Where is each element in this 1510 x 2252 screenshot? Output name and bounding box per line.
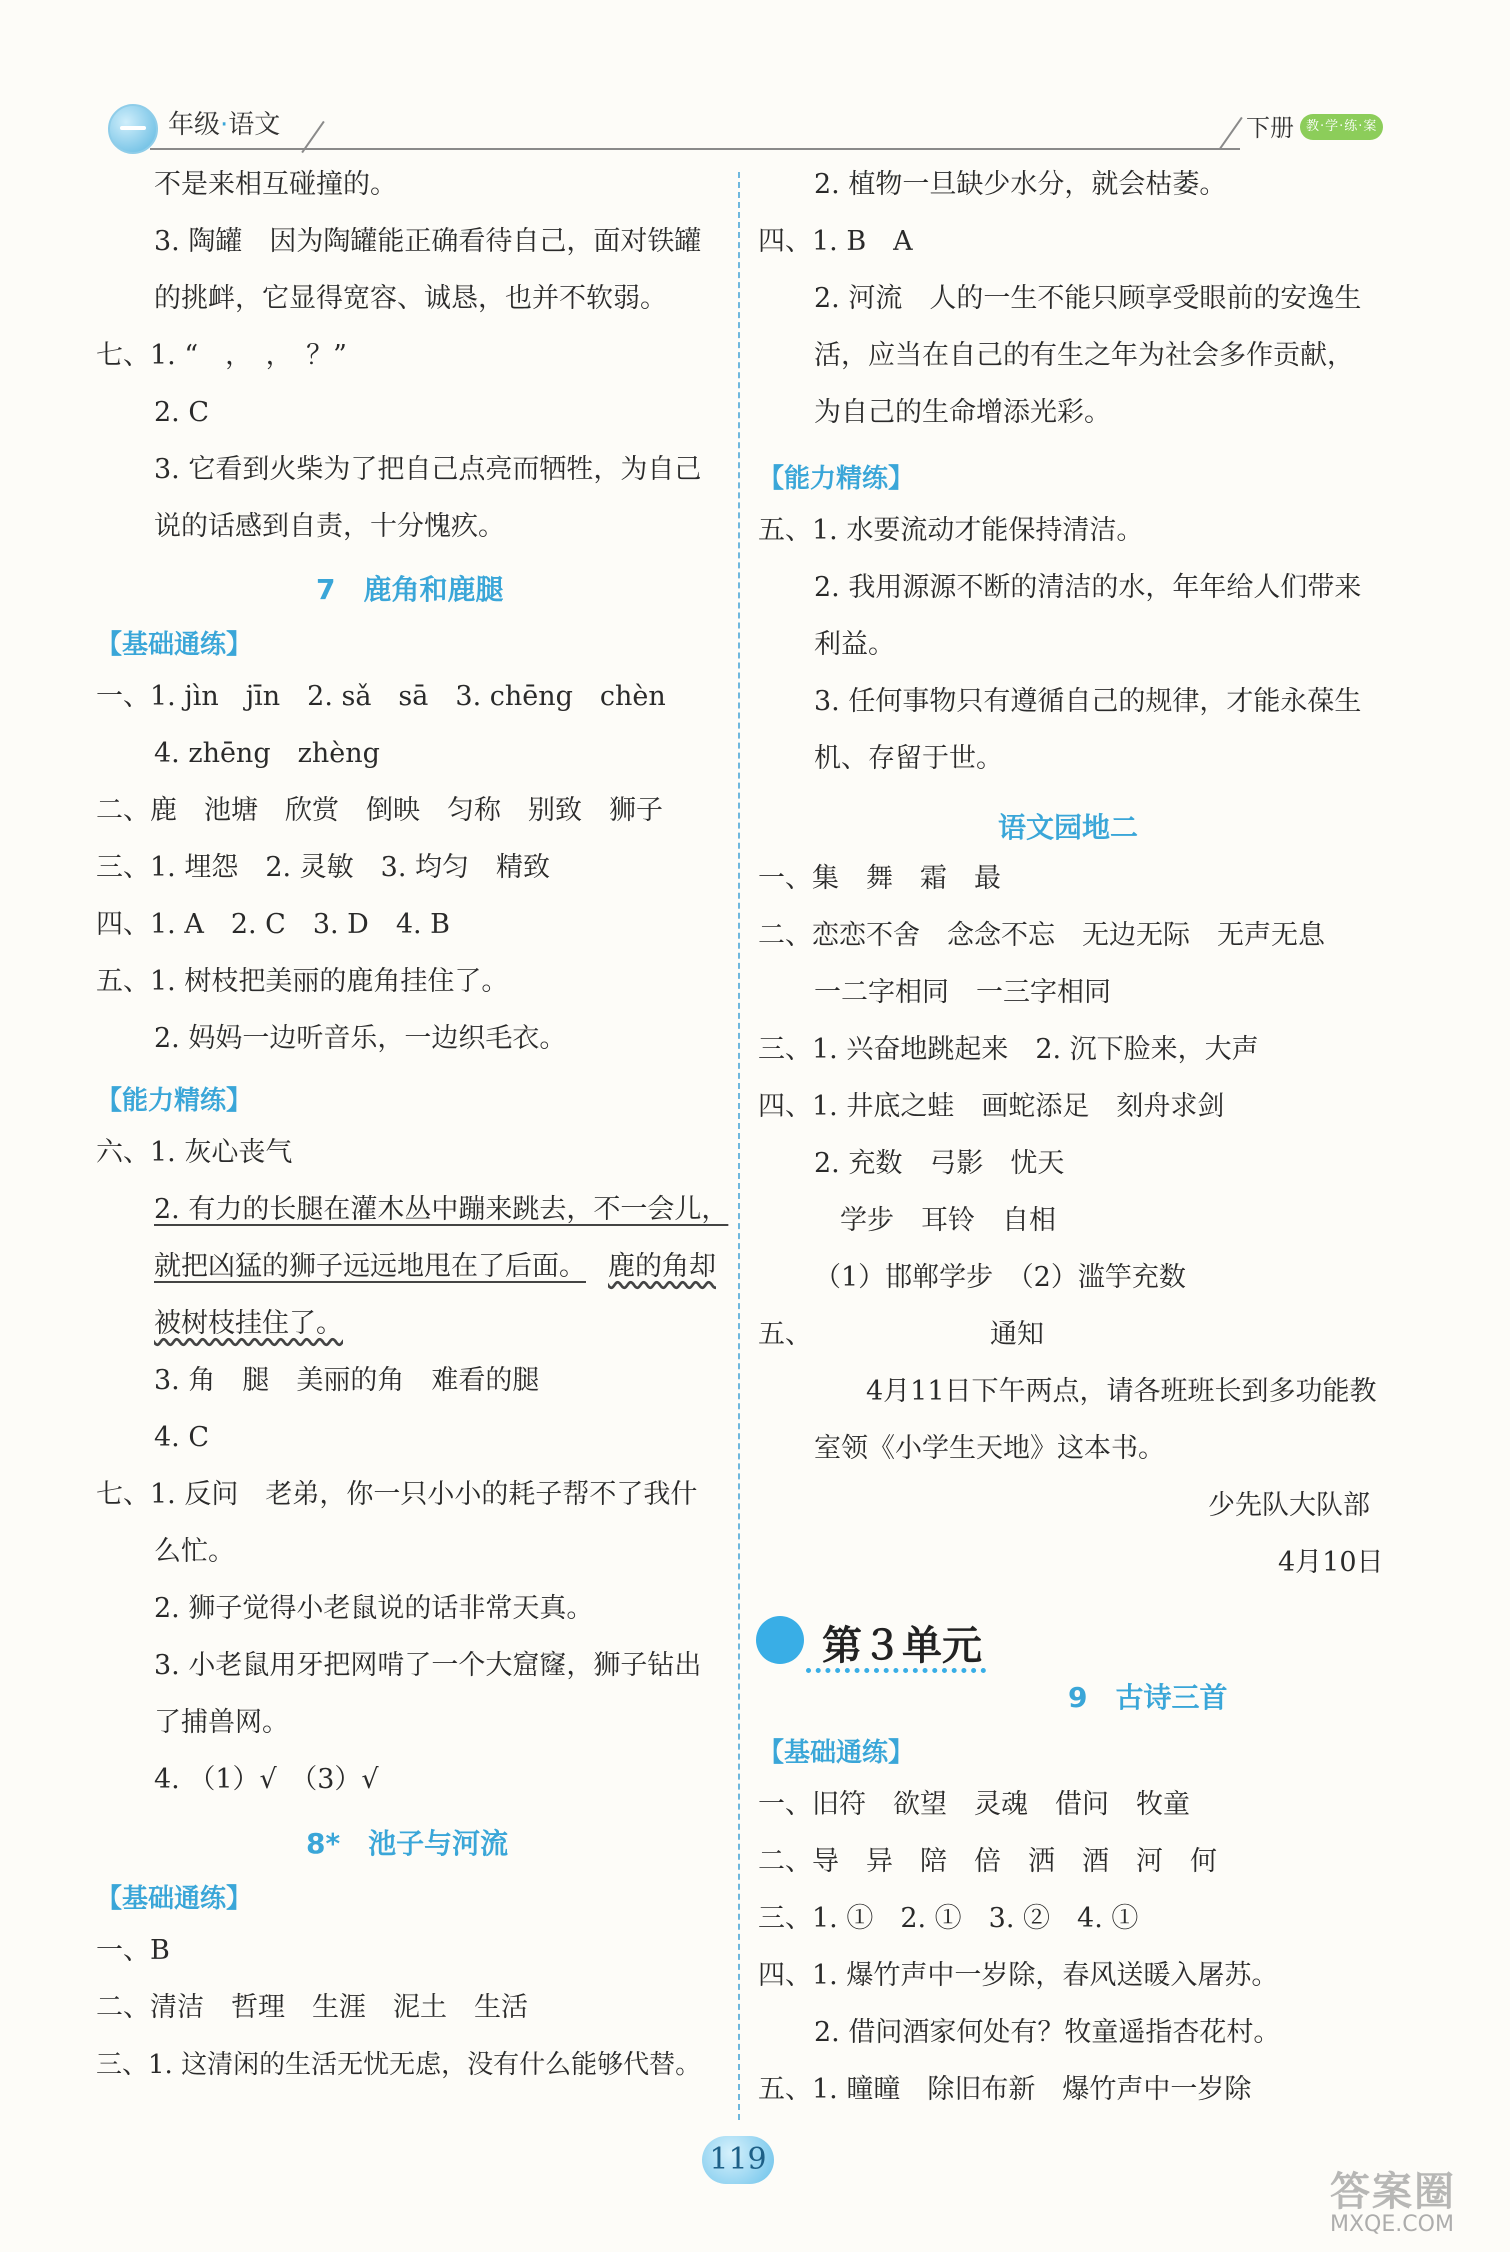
- answer-line: 四、1. 爆竹声中一岁除，春风送暖入屠苏。: [758, 1960, 1279, 1991]
- answer-line: 二、清洁 哲理 生涯 泥土 生活: [96, 1992, 528, 2023]
- answer-line: 四、1. A 2. C 3. D 4. B: [96, 909, 451, 940]
- answer-line: 活，应当在自己的有生之年为社会多作贡献，: [814, 340, 1354, 371]
- section-tag: 【能力精练】: [96, 1086, 253, 1116]
- book-icon: [108, 104, 158, 154]
- answer-line-underlined: 就把凶猛的狮子远远地甩在了后面。: [154, 1251, 586, 1282]
- answer-line: 一、1. jìn jīn 2. sǎ sā 3. chēng chèn: [96, 681, 666, 712]
- header-subject: 语文: [228, 110, 281, 140]
- answer-line: 一、旧符 欲望 灵魂 借问 牧童: [758, 1789, 1190, 1820]
- answer-line: 不是来相互碰撞的。: [154, 169, 397, 200]
- section-title: 7 鹿角和鹿腿: [316, 573, 504, 606]
- header-volume: 下册: [1246, 114, 1294, 142]
- answer-line-wavy: 被树枝挂住了。: [154, 1308, 343, 1339]
- answer-line: 一、B: [96, 1935, 170, 1966]
- answer-line: 2. 借问酒家何处有？牧童遥指杏花村。: [814, 2017, 1281, 2048]
- section-tag: 【基础通练】: [96, 1884, 253, 1914]
- answer-line: 说的话感到自责，十分愧疚。: [154, 511, 505, 542]
- answer-line: 4. zhēng zhèng: [154, 738, 380, 769]
- unit-dots-decoration: [806, 1668, 986, 1673]
- answer-line: 五、1. 水要流动才能保持清洁。: [758, 515, 1144, 546]
- answer-line: 2. 河流 人的一生不能只顾享受眼前的安逸生: [814, 283, 1362, 314]
- answer-line: 3. 陶罐 因为陶罐能正确看待自己，面对铁罐: [154, 226, 702, 257]
- answer-line: 一二字相同 一三字相同: [814, 977, 1111, 1008]
- answer-line: 4. C: [154, 1422, 210, 1453]
- section-tag: 【基础通练】: [758, 1738, 915, 1768]
- answer-line: 四、1. B A: [758, 226, 913, 257]
- notice-date: 4月10日: [1278, 1547, 1384, 1578]
- page-header: [0, 0, 1510, 160]
- answer-line: 2. C: [154, 397, 210, 428]
- answer-line: 2. 植物一旦缺少水分，就会枯萎。: [814, 169, 1227, 200]
- page-number: 119: [702, 2136, 774, 2184]
- watermark-url: MXQE.COM: [1330, 2212, 1454, 2237]
- header-grade-subject: [168, 104, 280, 141]
- answer-line: 五、: [758, 1319, 812, 1350]
- answer-line: 二、鹿 池塘 欣赏 倒映 匀称 别致 狮子: [96, 795, 663, 826]
- answer-line: 三、1. 这清闲的生活无忧无虑，没有什么能够代替。: [96, 2050, 702, 2080]
- answer-line: 六、1. 灰心丧气: [96, 1137, 293, 1168]
- answer-line: 室领《小学生天地》这本书。: [814, 1433, 1165, 1464]
- answer-line: 的挑衅，它显得宽容、诚恳，也并不软弱。: [154, 283, 667, 314]
- header-dot: ·: [220, 110, 229, 140]
- watermark-logo: [1330, 2160, 1490, 2244]
- answer-line: 七、1. “ ， ， ？”: [96, 340, 347, 371]
- section-title: 语文园地二: [998, 811, 1139, 844]
- answer-line: 七、1. 反问 老弟，你一只小小的耗子帮不了我什: [96, 1479, 698, 1510]
- answer-line: 四、1. 井底之蛙 画蛇添足 刻舟求剑: [758, 1091, 1225, 1122]
- notice-title: 通知: [990, 1319, 1044, 1350]
- section-tag: 【能力精练】: [758, 464, 915, 494]
- section-tag: 【基础通练】: [96, 630, 253, 660]
- answer-line: 机、存留于世。: [814, 743, 1003, 774]
- answer-line: 4月11日下午两点，请各班班长到多功能教: [866, 1376, 1377, 1407]
- answer-line: 二、恋恋不舍 念念不忘 无边无际 无声无息: [758, 920, 1325, 951]
- column-divider: [738, 172, 740, 2120]
- answer-line: 三、1. ① 2. ① 3. ② 4. ①: [758, 1903, 1139, 1934]
- answer-line-wavy: 鹿的角却: [608, 1251, 716, 1282]
- answer-line: 学步 耳铃 自相: [840, 1205, 1056, 1236]
- answer-line: 利益。: [814, 629, 895, 660]
- header-badge: 教·学·练·案: [1300, 114, 1383, 140]
- answer-line: 3. 它看到火柴为了把自己点亮而牺牲，为自己: [154, 454, 702, 485]
- answer-line: 2. 我用源源不断的清洁的水，年年给人们带来: [814, 572, 1362, 603]
- watermark-title: 答案圈: [1330, 2169, 1456, 2215]
- answer-line: 3. 小老鼠用牙把网啃了一个大窟窿，狮子钻出: [154, 1650, 702, 1681]
- answer-line: 三、1. 埋怨 2. 灵敏 3. 均匀 精致: [96, 852, 551, 883]
- answer-line: 4. （1）√ （3）√: [154, 1764, 379, 1795]
- answer-line: 2. 充数 弓影 忧天: [814, 1148, 1065, 1179]
- answer-line: 五、1. 树枝把美丽的鹿角挂住了。: [96, 966, 509, 997]
- section-title: 8* 池子与河流: [306, 1827, 509, 1860]
- notice-signature: 少先队大队部: [1208, 1490, 1370, 1521]
- unit-circle-icon: [756, 1616, 804, 1664]
- unit-title: 第３单元: [822, 1623, 982, 1669]
- answer-line: 2. 妈妈一边听音乐，一边织毛衣。: [154, 1023, 567, 1054]
- answer-line: 了捕兽网。: [154, 1707, 289, 1738]
- answer-line: 3. 角 腿 美丽的角 难看的腿: [154, 1365, 540, 1396]
- answer-line: 为自己的生命增添光彩。: [814, 397, 1111, 428]
- answer-line: 么忙。: [154, 1536, 235, 1567]
- answer-line: 一、集 舞 霜 最: [758, 863, 1001, 894]
- answer-line: 2. 狮子觉得小老鼠说的话非常天真。: [154, 1593, 594, 1624]
- answer-line: 二、导 异 陪 倍 洒 酒 河 何: [758, 1846, 1217, 1877]
- header-grade: 年级: [168, 110, 221, 140]
- answer-line-underlined: 2. 有力的长腿在灌木丛中蹦来跳去，不一会儿，: [154, 1194, 729, 1225]
- header-slash-right: [1219, 117, 1242, 149]
- section-title: 9 古诗三首: [1068, 1681, 1228, 1714]
- answer-line: 三、1. 兴奋地跳起来 2. 沉下脸来，大声: [758, 1034, 1259, 1065]
- header-rule: [150, 148, 1240, 150]
- answer-line: （1）邯郸学步 （2）滥竽充数: [814, 1262, 1186, 1293]
- answer-line: 3. 任何事物只有遵循自己的规律，才能永葆生: [814, 686, 1362, 717]
- answer-line: 五、1. 曈曈 除旧布新 爆竹声中一岁除: [758, 2074, 1252, 2105]
